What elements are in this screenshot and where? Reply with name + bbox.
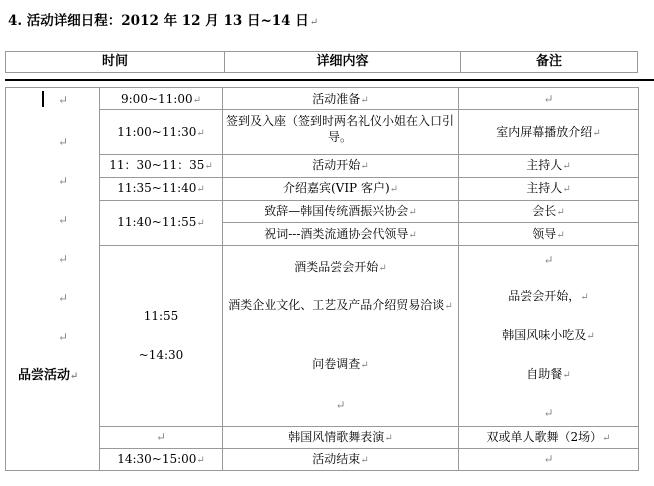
table-row-note: 品尝会开始，↵ [508, 289, 589, 303]
column-header-time: 时间 [101, 54, 128, 69]
table-row-detail: 介绍嘉宾(VIP 客户)↵ [282, 181, 399, 195]
cell-mark: ↵ [543, 253, 554, 267]
table-divider [5, 79, 654, 81]
table-row-note: 室内屏幕播放介绍↵ [496, 125, 601, 139]
table-row-time: 11:40~11:55↵ [117, 215, 205, 229]
cell-mark: ↵ [58, 135, 69, 149]
table-row-time-start: 11:55 [143, 309, 179, 323]
table-row-note: 主持人↵ [526, 158, 571, 172]
table-row-note: 主持人↵ [526, 181, 571, 195]
table-row-note: 双或单人歌舞（2场）↵ [486, 430, 611, 444]
column-header-detail: 详细内容 [316, 54, 369, 69]
cell-mark: ↵ [58, 93, 69, 107]
table-row-detail: 活动开始↵ [312, 158, 369, 172]
table-row-note: ↵ [543, 92, 554, 106]
column-header-note: 备注 [535, 54, 562, 69]
table-row-detail: 祝词---酒类流通协会代领导↵ [264, 227, 417, 241]
cell-mark: ↵ [543, 452, 554, 466]
cell-mark: ↵ [58, 330, 69, 344]
section-heading [8, 9, 318, 29]
table-row-time: 11:35~11:40↵ [117, 181, 205, 195]
table-row-detail: 酒类品尝会开始↵ [294, 260, 387, 274]
table-row-detail: 活动准备↵ [312, 92, 369, 106]
heading-text: 4. 活动详细日程：2012 年 12 月 13 日~14 日 [8, 13, 309, 29]
cell-mark: ↵ [58, 291, 69, 305]
cell-mark: ↵ [58, 213, 69, 227]
table-header [5, 51, 638, 73]
table-row-detail: 签到及入座（签到时两名礼仪小姐在入口引导。 [225, 114, 454, 144]
table-row-time: 9:00~11:00↵ [121, 92, 201, 106]
table-row-time-end: ~14:30 [138, 348, 184, 362]
table-row-time: 11:00~11:30↵ [117, 125, 205, 139]
cell-mark: ↵ [335, 398, 346, 412]
table-row-note: 自助餐↵ [526, 367, 571, 381]
table-row-note: 韩国风味小吃及↵ [502, 328, 595, 342]
cell-mark: ↵ [58, 174, 69, 188]
cell-mark: ↵ [58, 252, 69, 266]
table-row-time: 11：30~11：35↵ [109, 158, 213, 172]
table-row-note: 领导↵ [532, 227, 565, 241]
table-row-detail: 问卷调查↵ [312, 357, 369, 371]
table-row-detail: 韩国风情歌舞表演↵ [288, 430, 393, 444]
paragraph-mark: ↵ [309, 17, 319, 28]
table-row-time: 14:30~15:00↵ [117, 452, 205, 466]
table-row-detail: 活动结束↵ [312, 452, 369, 466]
text-cursor [42, 91, 44, 107]
table-row-note: 会长↵ [532, 204, 565, 218]
table-row-detail: 酒类企业文化、工艺及产品介绍贸易洽谈↵ [228, 298, 453, 312]
cell-mark: ↵ [543, 406, 554, 420]
cell-mark: ↵ [155, 430, 167, 444]
table-row-detail: 致辞—韩国传统酒振兴协会↵ [264, 204, 417, 218]
section-label: 品尝活动↵ [18, 368, 79, 383]
